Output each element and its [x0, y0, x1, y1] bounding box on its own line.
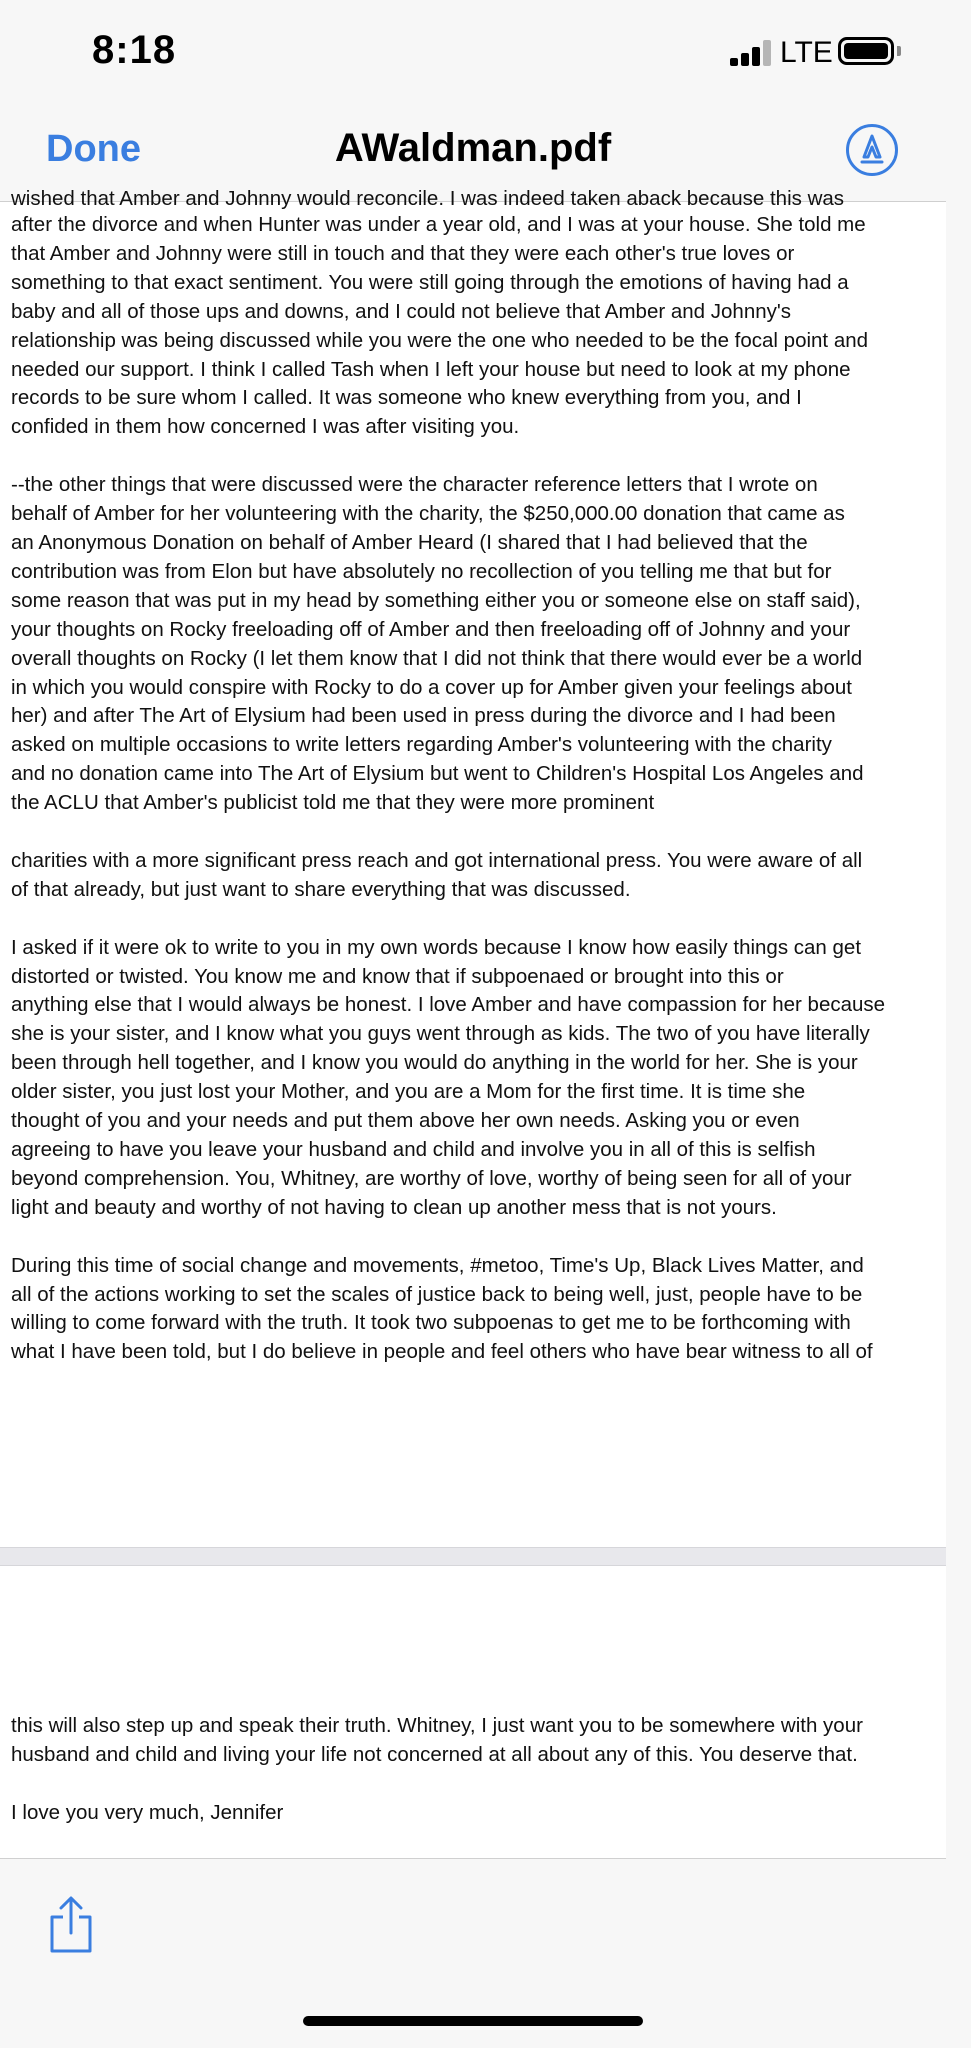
text-line: of that already, but just want to share everything that was discussed. — [11, 877, 631, 901]
markup-pen-icon[interactable] — [846, 124, 898, 176]
text-line — [11, 1770, 971, 1799]
document-title: AWaldman.pdf — [334, 126, 612, 170]
text-line: older sister, you just lost your Mother, and you are a Mom for the first time. It is time she — [11, 1080, 806, 1104]
text-line: some reason that was put in my head by something either you or someone else on staff said), — [11, 588, 861, 612]
text-line: baby and all of those ups and downs, and I could not believe that Amber and Johnny's — [11, 299, 792, 323]
text-line: that Amber and Johnny were still in touch and that they were each other's true loves or — [11, 241, 795, 265]
text-line: anything else that I would always be honest. I love Amber and have compassion for her because — [11, 993, 886, 1017]
pdf-page-1[interactable] — [0, 187, 946, 1547]
network-type: LTE — [780, 36, 833, 69]
text-line: relationship was being discussed while you were the one who needed to be the focal point and — [11, 328, 869, 352]
text-line — [11, 1223, 971, 1252]
text-line: willing to come forward with the truth. It took two subpoenas to get me to be forthcoming with — [11, 1311, 851, 1335]
text-line: agreeing to have you leave your husband and child and involve you in all of this is selfish — [11, 1138, 816, 1161]
text-line: light and beauty and worthy of not having to clean up another mess that is not yours. — [11, 1195, 777, 1219]
page-1-text — [11, 187, 971, 1367]
text-line: beyond comprehension. You, Whitney, are worthy of love, worthy of being seen for all of your — [11, 1166, 852, 1190]
text-line: thought of you and your needs and put them above her own needs. Asking you or even — [11, 1109, 800, 1133]
text-line: in which you would conspire with Rocky to do a cover up for Amber given your feelings about — [11, 675, 852, 699]
text-line — [11, 442, 971, 471]
text-line: wished that Amber and Johnny would reconcile. I was indeed taken aback because this was — [11, 187, 845, 210]
text-line: distorted or twisted. You know me and know that if subpoenaed or brought into this or — [11, 964, 784, 988]
text-line: husband and child and living your life not concerned at all about any of this. You deserve that. — [11, 1742, 858, 1766]
text-line: behalf of Amber for her volunteering with the charity, the $250,000.00 donation that came as — [11, 502, 845, 526]
text-line: her) and after The Art of Elysium had been used in press during the divorce and I had been — [11, 704, 836, 728]
page-2-text — [11, 1712, 971, 1828]
text-line: been through hell together, and I know you would do anything in the world for her. She is your — [11, 1051, 858, 1075]
text-line: I asked if it were ok to write to you in my own words because I know how easily things can get — [11, 935, 862, 959]
text-line: after the divorce and when Hunter was under a year old, and I was at your house. She told me — [11, 213, 866, 236]
text-line: records to be sure whom I called. It was someone who knew everything from you, and I — [11, 386, 802, 410]
text-line — [11, 905, 971, 934]
share-icon[interactable] — [46, 1895, 96, 1955]
status-time: 8:18 — [92, 28, 177, 72]
text-line: contribution was from Elon but have absolutely no recollection of you telling me that but for — [11, 559, 832, 583]
text-line: all of the actions working to set the scales of justice back to being well, just, people have to be — [11, 1282, 863, 1306]
text-line: and no donation came into The Art of Elysium but went to Children's Hospital Los Angeles and — [11, 762, 864, 786]
text-line: the ACLU that Amber's publicist told me that they were more prominent — [11, 791, 655, 815]
battery-icon — [838, 37, 894, 65]
text-line: this will also step up and speak their truth. Whitney, I just want you to be somewhere with your — [11, 1714, 863, 1737]
text-line: overall thoughts on Rocky (I let them know that I did not think that there would ever be a world — [11, 646, 863, 670]
text-line: During this time of social change and movements, #metoo, Time's Up, Black Lives Matter, and — [11, 1253, 864, 1277]
text-line: asked on multiple occasions to write letters regarding Amber's volunteering with the charity — [11, 733, 832, 757]
home-indicator — [303, 2016, 643, 2026]
text-line: your thoughts on Rocky freeloading off of Amber and then freeloading off of Johnny and your — [11, 617, 851, 641]
text-line: she is your sister, and I know what you guys went through as kids. The two of you have literally — [11, 1022, 870, 1046]
text-line: needed our support. I think I called Tash when I left your house but need to look at my phone — [11, 357, 851, 381]
pdf-page-2[interactable] — [0, 1566, 946, 1858]
text-line: an Anonymous Donation on behalf of Amber Heard (I shared that I had believed that the — [11, 530, 808, 554]
text-line: confided in them how concerned I was after visiting you. — [11, 415, 520, 439]
battery-tip — [897, 46, 901, 56]
text-line: what I have been told, but I do believe in people and feel others who have bear witness to all of — [11, 1340, 873, 1364]
text-line: something to that exact sentiment. You were still going through the emotions of having had a — [11, 270, 849, 294]
status-bar — [0, 0, 946, 110]
text-line: --the other things that were discussed were the character reference letters that I wrote on — [11, 473, 818, 497]
text-line: I love you very much, Jennifer — [11, 1800, 284, 1824]
text-line: charities with a more significant press reach and got international press. You were aware of all — [11, 848, 863, 872]
done-button[interactable]: Done — [46, 128, 141, 170]
signal-strength-icon — [730, 40, 772, 66]
text-line — [11, 818, 971, 847]
page-separator — [0, 1547, 946, 1566]
